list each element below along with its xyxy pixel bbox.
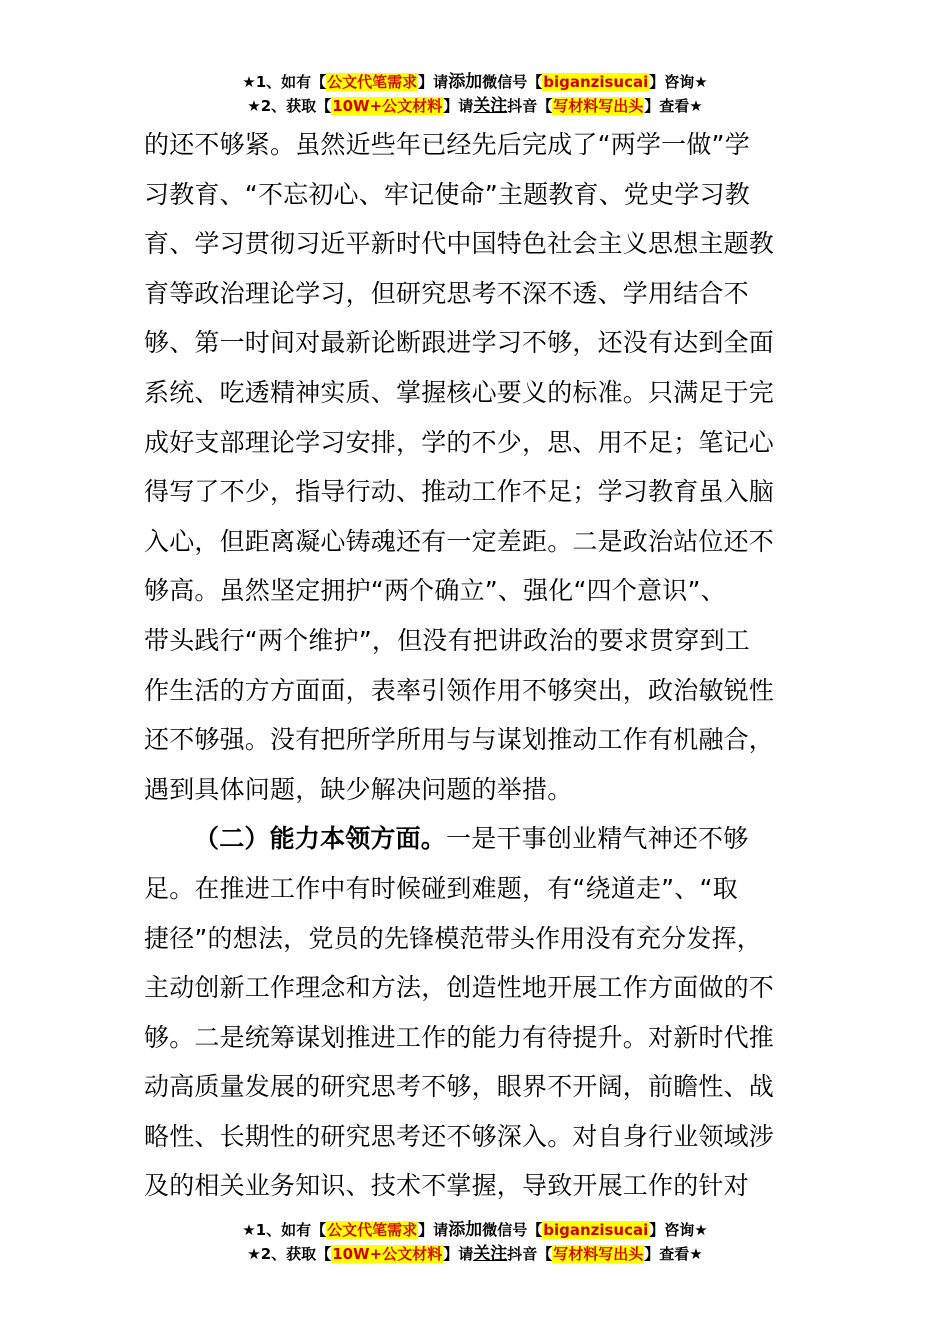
body-line: 系统、吃透精神实质、掌握核心要义的标准。只满足于完 xyxy=(144,377,775,407)
body-line: 够、第一时间对最新论断跟进学习不够，还没有达到全面 xyxy=(144,328,775,358)
banner-line-1 xyxy=(0,1218,950,1242)
bottom-banner xyxy=(0,1218,950,1266)
body-line: 育等政治理论学习，但研究思考不深不透、学用结合不 xyxy=(144,278,749,308)
banner-wechat-id: biganzisucai xyxy=(543,1221,649,1239)
banner-text: 】请 xyxy=(443,97,474,115)
body-line: 的还不够紧。虽然近些年已经先后完成了“两学一做”学 xyxy=(144,130,750,159)
section-2-first-line xyxy=(144,814,808,864)
body-line: 带头践行“两个维护”，但没有把讲政治的要求贯穿到工 xyxy=(144,625,750,655)
banner-text: ★2、获取【 xyxy=(247,1245,332,1263)
banner-highlight: 公文代笔需求 xyxy=(327,73,418,91)
banner-text: 】请 xyxy=(443,1245,474,1263)
banner-text: 抖音【 xyxy=(507,1245,553,1263)
banner-line-2 xyxy=(0,1242,950,1266)
banner-text: ★1、如有【 xyxy=(242,1221,327,1239)
banner-highlight: 10W+公文材料 xyxy=(332,97,443,115)
banner-line-1 xyxy=(0,70,950,94)
banner-text: 】请 xyxy=(418,73,449,91)
banner-text: 】请 xyxy=(418,1221,449,1239)
body-line: 够高。虽然坚定拥护“两个确立”、强化“四个意识”、 xyxy=(144,576,726,606)
body-line: 捷径”的想法，党员的先锋模范带头作用没有充分发挥， xyxy=(144,923,762,953)
section-2-text: 一是干事创业精气神还不够 xyxy=(446,824,749,854)
body-line: 入心，但距离凝心铸魂还有一定差距。二是政治站位还不 xyxy=(144,526,775,556)
document-body xyxy=(144,120,808,1211)
body-line: 还不够强。没有把所学所用与与谋划推动工作有机融合， xyxy=(144,725,775,755)
body-line: 足。在推进工作中有时候碰到难题，有“绕道走”、“取 xyxy=(144,873,738,903)
top-banner xyxy=(0,70,950,118)
body-line: 及的相关业务知识、技术不掌握，导致开展工作的针对 xyxy=(144,1171,749,1201)
body-line: 作生活的方方面面，表率引领作用不够突出，政治敏锐性 xyxy=(144,675,775,705)
body-line: 动高质量发展的研究思考不够，眼界不开阔，前瞻性、战 xyxy=(144,1072,775,1102)
banner-text: 微信号【 xyxy=(482,1221,543,1239)
banner-text: 微信号【 xyxy=(482,73,543,91)
banner-douyin-id: 写材料写出头 xyxy=(553,1245,644,1263)
body-line: 习教育、“不忘初心、牢记使命”主题教育、党史学习教 xyxy=(144,179,750,209)
banner-text: 】咨询★ xyxy=(649,73,708,91)
banner-highlight: 公文代笔需求 xyxy=(327,1221,418,1239)
body-line: 主动创新工作理念和方法，创造性地开展工作方面做的不 xyxy=(144,973,775,1003)
banner-text: 】查看★ xyxy=(644,97,703,115)
section-2-heading: （二）能力本领方面。 xyxy=(194,824,447,854)
banner-text: ★1、如有【 xyxy=(242,73,327,91)
body-line: 略性、长期性的研究思考还不够深入。对自身行业领域涉 xyxy=(144,1121,775,1151)
banner-text: 抖音【 xyxy=(507,97,553,115)
banner-wechat-id: biganzisucai xyxy=(543,73,649,91)
banner-emphasis: 添加 xyxy=(448,1220,483,1240)
banner-text: 】查看★ xyxy=(644,1245,703,1263)
banner-text: ★2、获取【 xyxy=(247,97,332,115)
body-line: 成好支部理论学习安排，学的不少，思、用不足；笔记心 xyxy=(144,427,775,457)
banner-douyin-id: 写材料写出头 xyxy=(553,97,644,115)
body-line: 育、学习贯彻习近平新时代中国特色社会主义思想主题教 xyxy=(144,229,775,259)
body-line: 够。二是统筹谋划推进工作的能力有待提升。对新时代推 xyxy=(144,1022,775,1052)
body-line: 得写了不少，指导行动、推动工作不足；学习教育虽入脑 xyxy=(144,477,775,507)
banner-highlight: 10W+公文材料 xyxy=(332,1245,443,1263)
banner-emphasis: 添加 xyxy=(448,72,483,92)
banner-emphasis: 关注 xyxy=(473,96,508,116)
banner-emphasis: 关注 xyxy=(473,1244,508,1264)
banner-text: 】咨询★ xyxy=(649,1221,708,1239)
body-line: 遇到具体问题，缺少解决问题的举措。 xyxy=(144,774,573,804)
banner-line-2 xyxy=(0,94,950,118)
